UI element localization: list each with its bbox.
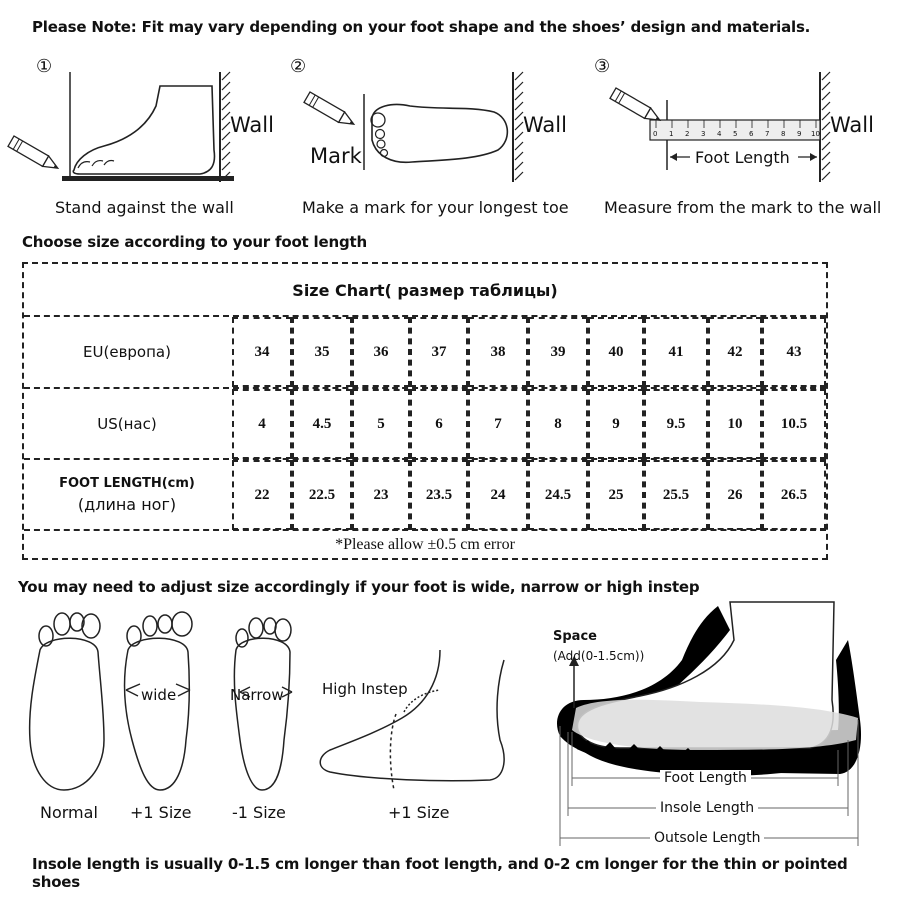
adjust-size-note: You may need to adjust size accordingly if your foot is wide, narrow or high instep bbox=[18, 578, 700, 596]
step-3-wall-label: Wall bbox=[830, 113, 874, 137]
foot-length-cell: 23.5 bbox=[410, 460, 468, 530]
eu-size-cell: 41 bbox=[644, 317, 708, 387]
us-size-cell: 6 bbox=[410, 389, 468, 459]
foot-type-normal-caption: Normal bbox=[40, 803, 98, 822]
size-chart-title: Size Chart( размер таблицы) bbox=[292, 280, 558, 300]
step-2-mark-label: Mark bbox=[310, 144, 362, 168]
ruler-tick-label: 0 bbox=[653, 130, 658, 138]
size-chart-footnote: *Please allow ±0.5 cm error bbox=[335, 536, 515, 553]
eu-row-header bbox=[24, 317, 230, 387]
step-3-number: ③ bbox=[594, 56, 611, 77]
us-size-cell: 9.5 bbox=[644, 389, 708, 459]
eu-size-cell: 43 bbox=[762, 317, 826, 387]
eu-size-cell: 40 bbox=[588, 317, 644, 387]
eu-size-cell: 38 bbox=[468, 317, 528, 387]
us-size-cell: 7 bbox=[468, 389, 528, 459]
step-1-number: ① bbox=[36, 56, 53, 77]
foot-type-narrow-caption: -1 Size bbox=[232, 803, 286, 822]
us-size-cell: 10.5 bbox=[762, 389, 826, 459]
shoe-space-label: Space bbox=[553, 629, 597, 644]
foot-length-row-header bbox=[24, 460, 230, 530]
choose-size-heading: Choose size according to your foot length bbox=[22, 233, 367, 251]
foot-length-cell: 23 bbox=[352, 460, 410, 530]
fit-note: Please Note: Fit may vary depending on your foot shape and the shoes’ design and materials. bbox=[32, 18, 811, 36]
us-size-cell: 10 bbox=[708, 389, 762, 459]
eu-size-cell: 36 bbox=[352, 317, 410, 387]
us-size-cell: 9 bbox=[588, 389, 644, 459]
foot-length-row-label-ru: (длина ног) bbox=[77, 495, 177, 514]
step-3-caption: Measure from the mark to the wall bbox=[604, 198, 882, 217]
step-2-wall-label: Wall bbox=[523, 113, 567, 137]
ruler-tick-label: 3 bbox=[701, 130, 706, 138]
ruler-tick-label: 8 bbox=[781, 130, 786, 138]
shoe-space-sublabel: (Add(0-1.5cm)) bbox=[553, 649, 645, 663]
us-size-cell: 4.5 bbox=[292, 389, 352, 459]
ruler-tick-label: 6 bbox=[749, 130, 754, 138]
foot-type-wide-label: wide bbox=[141, 686, 177, 704]
foot-type-wide-caption: +1 Size bbox=[130, 803, 192, 822]
step-1-wall-label: Wall bbox=[230, 113, 274, 137]
foot-length-cell: 26 bbox=[708, 460, 762, 530]
eu-size-cell: 37 bbox=[410, 317, 468, 387]
ruler-tick-label: 7 bbox=[765, 130, 770, 138]
step-1-caption: Stand against the wall bbox=[55, 198, 234, 217]
foot-length-cell: 24 bbox=[468, 460, 528, 530]
us-size-cell: 4 bbox=[232, 389, 292, 459]
eu-size-cell: 34 bbox=[232, 317, 292, 387]
eu-size-cell: 39 bbox=[528, 317, 588, 387]
shoe-foot-length-label: Foot Length bbox=[660, 770, 751, 786]
step-2-caption: Make a mark for your longest toe bbox=[302, 198, 569, 217]
shoe-insole-length-label: Insole Length bbox=[656, 800, 758, 816]
step-2-number: ② bbox=[290, 56, 307, 77]
us-size-cell: 8 bbox=[528, 389, 588, 459]
foot-length-cell: 24.5 bbox=[528, 460, 588, 530]
ruler-tick-label: 10 bbox=[811, 130, 820, 138]
foot-type-narrow-label: Narrow bbox=[230, 686, 284, 704]
ruler-tick-label: 2 bbox=[685, 130, 690, 138]
ruler-tick-label: 1 bbox=[669, 130, 674, 138]
shoe-outsole-length-label: Outsole Length bbox=[650, 830, 764, 846]
step-3-foot-length-label: Foot Length bbox=[695, 148, 790, 167]
eu-size-cell: 42 bbox=[708, 317, 762, 387]
foot-length-cell: 25 bbox=[588, 460, 644, 530]
foot-length-row-label: FOOT LENGTH(cm) bbox=[59, 476, 195, 491]
us-row-label: US(нас) bbox=[97, 415, 157, 433]
eu-row-label: EU(европа) bbox=[83, 343, 171, 361]
eu-size-cell: 35 bbox=[292, 317, 352, 387]
us-row-header bbox=[24, 389, 230, 459]
ruler-tick-label: 9 bbox=[797, 130, 802, 138]
insole-length-note: Insole length is usually 0-1.5 cm longer than foot length, and 0-2 cm longer for the thin or pointed shoes bbox=[32, 855, 848, 891]
ruler-tick-label: 4 bbox=[717, 130, 722, 138]
foot-type-high-instep-caption: +1 Size bbox=[388, 803, 450, 822]
foot-length-cell: 25.5 bbox=[644, 460, 708, 530]
foot-length-cell: 22 bbox=[232, 460, 292, 530]
foot-length-cell: 26.5 bbox=[762, 460, 826, 530]
foot-length-cell: 22.5 bbox=[292, 460, 352, 530]
ruler-tick-label: 5 bbox=[733, 130, 738, 138]
ruler-scale bbox=[650, 130, 820, 140]
us-size-cell: 5 bbox=[352, 389, 410, 459]
foot-type-high-instep-label: High Instep bbox=[322, 680, 408, 698]
